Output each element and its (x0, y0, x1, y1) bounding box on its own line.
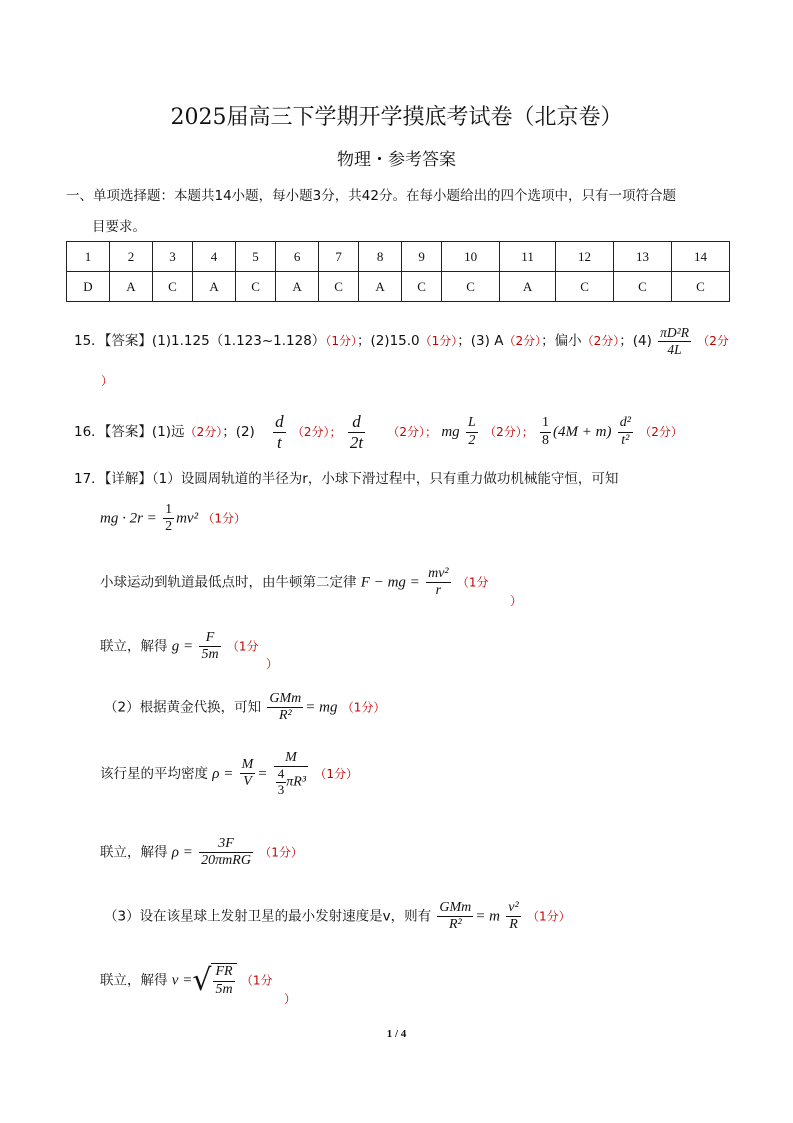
question-number-cell: 5 (236, 242, 276, 272)
q17-eq4-right: = mg (305, 699, 338, 716)
answer-cell: C (319, 272, 359, 302)
q16-frac2-den: 2t (349, 432, 364, 452)
q16-frac4 (540, 415, 551, 448)
q16-frac3-num: L (466, 415, 478, 432)
q17-line4: （2）根据黄金代换，可知 (104, 699, 262, 716)
q17-eq4-score: （1分） (341, 700, 386, 715)
q15-frac-den: 4L (667, 341, 682, 357)
q17-eq6-num: 3F (199, 836, 253, 853)
q17-eq1-left: mg · 2r = (100, 510, 157, 527)
q17-eq3-score: （1分 (226, 639, 259, 654)
q17-eq3-num: F (199, 630, 220, 647)
answer-cell: A (359, 272, 402, 302)
q16-part1: 16．【答案】(1)远 (74, 424, 185, 441)
q15-close: ） (101, 374, 114, 388)
q15-frac-num: πD²R (660, 325, 689, 340)
question-number-cell: 12 (556, 242, 614, 272)
q17-eq3-den: 5m (201, 647, 219, 663)
q15-part3: ；(3) A (457, 333, 504, 350)
q17-eq7-mid: = m (475, 908, 500, 925)
q16-frac5-num: d² (618, 415, 633, 432)
q15-fraction (658, 325, 691, 357)
q17-eq3-left: g = (171, 638, 194, 655)
q17-eq5-den2 (274, 767, 308, 798)
q17-eq3-close: ） (266, 657, 279, 671)
q17-eq7-frac1 (437, 900, 473, 933)
question-number-cell: 1 (67, 242, 110, 272)
q17-eq3 (100, 630, 259, 663)
q16-frac2 (348, 412, 365, 452)
page-subtitle: 物理・参考答案 (337, 150, 456, 170)
sqrt-icon: √ (192, 963, 212, 998)
q17-eq5-num2: M (274, 750, 308, 767)
q17-eq8-frac (213, 964, 234, 997)
q17-eq6-left: ρ = (171, 844, 193, 861)
q17-eq5-pir3: πR³ (286, 774, 307, 790)
q17-eq2-score: （1分 (456, 575, 489, 590)
page-number: 1 / 4 (386, 1028, 407, 1040)
answer-cell: A (193, 272, 236, 302)
q17-eq6-den: 20πmRG (201, 853, 251, 869)
q17-eq5-inner-den: 3 (277, 782, 285, 798)
q17-eq8-num: FR (213, 964, 234, 981)
q17-eq8-den: 5m (215, 981, 233, 997)
q16-frac5-den: t² (621, 432, 630, 448)
q17-eq3-frac (199, 630, 220, 663)
question-number-cell: 4 (193, 242, 236, 272)
q17-eq2-den: r (435, 583, 442, 599)
q17-eq7-num: GMm (437, 900, 473, 917)
q17-eq1-num: 1 (163, 502, 174, 519)
q17-eq1-score: （1分） (202, 511, 247, 526)
q15-part2: ；(2)15.0 (356, 333, 420, 350)
section1-instruction: 一、单项选择题：本题共14小题，每小题3分，共42分。在每小题给出的四个选项中，只有一项符合题 (66, 188, 676, 204)
q17-eq8-score: （1分 (240, 973, 273, 988)
q17-eq5-eq: = (257, 765, 268, 782)
answer-table-numbers-row (67, 242, 730, 272)
q16-score-1: （2分） (184, 425, 223, 440)
q16-score-3: （2分）； (387, 425, 438, 440)
question-number-cell: 8 (359, 242, 402, 272)
q17-line6: 联立，解得 (100, 844, 168, 861)
q15-score-1: （1分） (325, 334, 357, 349)
q16-answer (74, 412, 683, 452)
answer-cell: C (614, 272, 672, 302)
answer-cell: D (67, 272, 110, 302)
q17-line3: 联立，解得 (100, 638, 168, 655)
q17-eq8-left: v = (171, 972, 193, 989)
question-number-cell: 2 (110, 242, 153, 272)
q17-intro: 17．【详解】（1）设圆周轨道的半径为r，小球下滑过程中，只有重力做功机械能守恒，可知 (74, 471, 619, 487)
question-number-cell: 9 (402, 242, 442, 272)
q16-frac1-num: d (275, 412, 284, 431)
q17-eq1-right: mv² (176, 510, 199, 527)
q17-eq6-score: （1分） (259, 845, 303, 860)
q17-eq7-den: R² (448, 917, 462, 933)
q15-answer (74, 325, 729, 357)
answer-cell: C (671, 272, 729, 302)
q17-eq8-close: ） (284, 992, 297, 1006)
q16-frac1 (273, 412, 286, 452)
q16-expr: (4M + m) (553, 424, 612, 441)
q15-part5: ；(4) (619, 333, 652, 350)
q17-eq5 (100, 750, 358, 798)
q17-line7: （3）设在该星球上发射卫星的最小发射速度是v，则有 (104, 908, 432, 925)
q17-eq5-frac2 (274, 750, 308, 798)
q17-eq6-frac (199, 836, 253, 869)
answer-cell: A (110, 272, 153, 302)
question-number-cell: 7 (319, 242, 359, 272)
page-title: 2025届高三下学期开学摸底考试卷（北京卷） (170, 105, 623, 130)
answer-table-answers-row (67, 272, 730, 302)
q16-frac5 (618, 415, 633, 448)
answer-cell: C (153, 272, 193, 302)
q16-frac4-num: 1 (540, 415, 551, 432)
q17-eq4-num: GMm (267, 691, 303, 708)
answer-cell: C (402, 272, 442, 302)
q17-eq7-frac2 (506, 900, 520, 933)
q17-eq1-den: 2 (165, 519, 173, 535)
q17-eq7-num2: v² (506, 900, 520, 917)
answer-table (66, 241, 730, 302)
q15-part4: ；偏小 (541, 333, 582, 350)
q17-eq2-close: ） (510, 594, 523, 608)
q16-frac1-den: t (277, 432, 282, 452)
q17-eq5-left: ρ = (212, 765, 234, 782)
q17-line5: 该行星的平均密度 (100, 765, 208, 782)
q17-eq2-num: mv² (426, 566, 451, 583)
q17-eq7-score: （1分） (527, 909, 571, 924)
q16-frac3-den: 2 (468, 432, 476, 448)
q16-part2: ；(2) (222, 424, 255, 441)
q17-eq5-inner-frac (276, 767, 287, 798)
answer-cell: C (442, 272, 500, 302)
question-number-cell: 10 (442, 242, 500, 272)
q17-eq7 (104, 900, 571, 933)
q15-score-4: （2分） (581, 334, 620, 349)
answer-cell: A (500, 272, 556, 302)
q17-eq2-left: F − mg = (360, 574, 420, 591)
q16-frac3 (466, 415, 478, 448)
answer-cell: C (556, 272, 614, 302)
q17-eq2-frac (426, 566, 451, 599)
q16-frac4-den: 8 (542, 432, 549, 448)
section1-instruction-cont: 目要求。 (92, 219, 146, 235)
question-number-cell: 3 (153, 242, 193, 272)
q16-score-4: （2分）； (484, 425, 534, 440)
q15-score-3: （2分） (503, 334, 542, 349)
answer-cell: A (276, 272, 319, 302)
q17-eq6 (100, 836, 303, 869)
q17-eq7-den2: R (509, 917, 518, 933)
q17-line8: 联立，解得 (100, 972, 168, 989)
question-number-cell: 13 (614, 242, 672, 272)
q17-eq5-num1: M (240, 757, 256, 774)
question-number-cell: 14 (671, 242, 729, 272)
q17-eq2 (100, 566, 489, 599)
q16-score-2: （2分）； (291, 425, 342, 440)
q17-eq8-radicand (211, 963, 236, 997)
q17-eq5-den1: V (243, 774, 252, 790)
answer-cell: C (236, 272, 276, 302)
q17-eq1-frac (163, 502, 174, 535)
q16-mg: mg (441, 424, 460, 441)
q16-score-5: （2分） (639, 425, 683, 440)
question-number-cell: 6 (276, 242, 319, 272)
q17-eq5-frac1 (240, 757, 256, 790)
q17-eq5-inner-num: 4 (277, 766, 285, 782)
q17-eq8 (100, 963, 273, 998)
question-number-cell: 11 (500, 242, 556, 272)
q15-score-5: （2分 (697, 334, 729, 349)
q17-eq4-frac (267, 691, 303, 724)
q17-eq4-den: R² (278, 708, 292, 724)
q17-line2: 小球运动到轨道最低点时，由牛顿第二定律 (100, 574, 357, 591)
q16-frac2-num: d (348, 412, 365, 433)
q15-score-2: （1分） (419, 334, 458, 349)
q17-eq4 (104, 691, 385, 724)
q17-eq1 (100, 502, 246, 535)
q17-eq5-score: （1分） (314, 766, 358, 781)
q15-part1: 15．【答案】(1)1.125（1.123~1.128） (74, 333, 326, 350)
